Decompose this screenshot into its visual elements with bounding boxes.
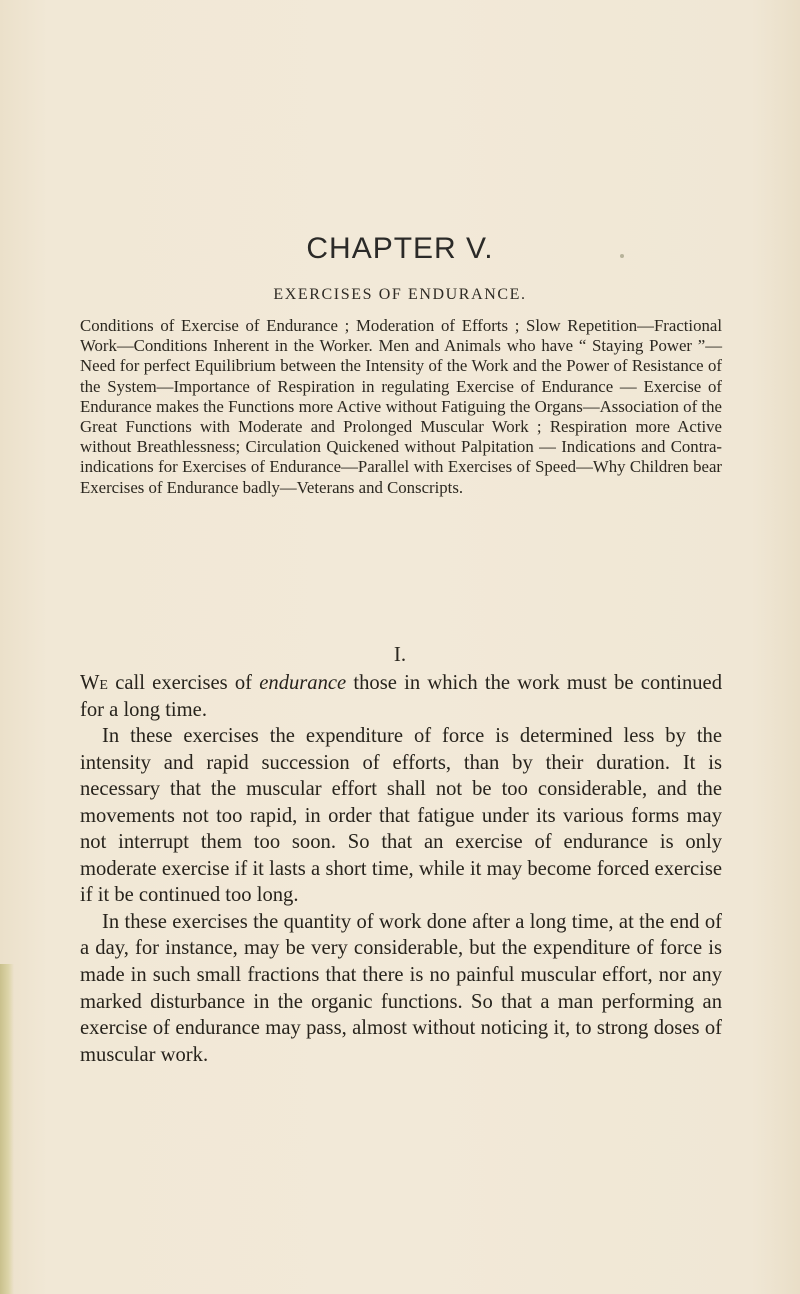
chapter-heading: CHAPTER V. — [306, 232, 494, 265]
paragraph-3: In these exercises the quantity of work done after a long time, at the end of a day, for instance, may be very considerable, but the expenditure of force is made in such small fractions that there is no painful muscular effort, nor any marked disturbance in the organic functions. So that a man performing an exercise of endurance may pass, almost without noticing it, to strong doses of muscular work. — [80, 910, 722, 1066]
paragraph-1 — [80, 670, 722, 723]
chapter-title: EXERCISES OF ENDURANCE. — [273, 286, 527, 303]
section-number: I. — [393, 642, 407, 666]
chapter-synopsis: Conditions of Exercise of Endurance ; Moderation of Efforts ; Slow Repetition—Fractional Work—Conditions Inherent in the Worker. Men and Animals who have “ Staying Power ”—Need for perfect Equilibrium between the Intensity of the Work and the Power of Resistance of the System—Importance of Respiration in regulating Exercise of Endurance — Exercise of Endurance makes the Functions more Active without Fatiguing the Organs—Association of the Great Functions with Moderate and Prolonged Muscular Work ; Respiration more Active without Breathlessness; Circulation Quickened without Palpitation — Indications and Contra-indications for Exercises of Endurance—Parallel with Exercises of Speed—Why Children bear Exercises of Endurance badly—Veterans and Conscripts. — [80, 316, 722, 497]
page-edge-shadow — [0, 964, 14, 1294]
paragraph-1-text-a: call exercises of — [108, 672, 260, 694]
emphasized-term: endurance — [259, 672, 347, 694]
paragraph-lead: We — [80, 672, 108, 694]
paragraph-1-text-b: those in which the work must be continued for a long time. — [80, 672, 722, 721]
paragraph-2: In these exercises the expenditure of force is determined less by the intensity and rapid succession of efforts, than by their duration. It is necessary that the muscular effort shall not be too considerable, and the movements not too rapid, in order that fatigue under its various forms may not interrupt them too soon. So that an exercise of endurance is only moderate exercise if it lasts a short time, while it may become forced exercise if it be continued too long. — [80, 725, 722, 907]
section-body — [80, 670, 722, 1068]
